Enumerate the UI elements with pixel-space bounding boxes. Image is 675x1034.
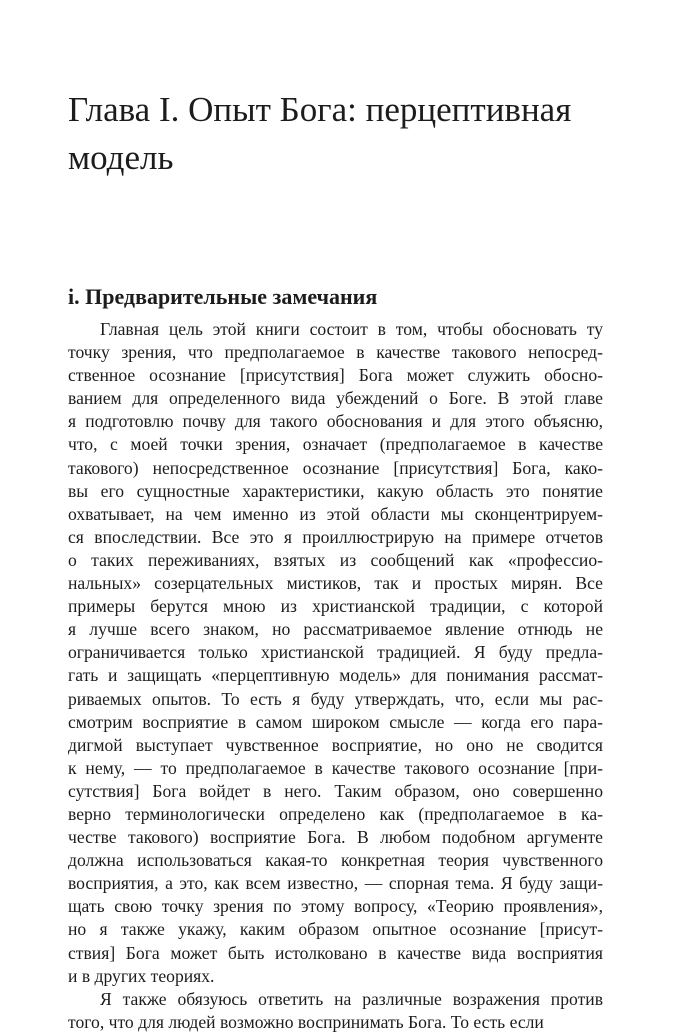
text-line: что, с моей точки зрения, означает (предполагаемое в качестве — [68, 434, 603, 455]
text-line: сутствия] Бога войдет в него. Таким образом, оно совершенно — [68, 780, 603, 801]
text-line: точку зрения, что предполагаемое в качестве такового непосред- — [68, 342, 603, 363]
text-line: того, что для людей возможно воспринимать Бога. То есть если — [68, 1011, 544, 1032]
text-line: охватывает, на чем именно из этой области мы сконцентрируем- — [68, 503, 603, 524]
text-line: верно терминологически определено как (предполагаемое в ка- — [68, 803, 603, 824]
paragraph — [68, 988, 603, 1034]
text-line: честве такового) восприятие Бога. В любом подобном аргументе — [68, 827, 603, 848]
text-line: о таких переживаниях, взятых из сообщений как «профессио- — [68, 549, 603, 570]
text-line: вы его сущностные характеристики, какую область это понятие — [68, 480, 603, 501]
text-line: гать и защищать «перцептивную модель» для понимания рассмат- — [68, 665, 603, 686]
section-heading: i. Предварительные замечания — [68, 284, 378, 309]
text-line: должна использоваться какая-то конкретная теория чувственного — [68, 850, 603, 871]
text-line: но я также укажу, каким образом опытное осознание [присут- — [68, 919, 603, 940]
text-line: смотрим восприятие в самом широком смысле — когда его пара- — [68, 711, 603, 732]
text-line: ся впоследствии. Все это я проиллюстрирую на примере отчетов — [68, 526, 603, 547]
text-line: такового) непосредственное осознание [присутствия] Бога, како- — [68, 457, 603, 478]
text-line: ограничивается только христианской традицией. Я буду предла- — [68, 642, 603, 663]
chapter-title: Глава I. Опыт Бога: перцептивная модель — [68, 90, 572, 177]
text-line: ствия] Бога может быть истолковано в качестве вида восприятия — [68, 942, 603, 963]
text-line: я лучше всего знаком, но рассматриваемое явление отнюдь не — [68, 619, 603, 640]
text-line: восприятия, а это, как всем известно, — спорная тема. Я буду защи- — [68, 873, 603, 894]
text-line: щать свою точку зрения по этому вопросу, «Теорию проявления», — [68, 896, 603, 917]
text-line: я подготовлю почву для такого обоснования и для этого объясню, — [68, 411, 603, 432]
text-line: ванием для определенного вида убеждений о Боге. В этой главе — [68, 388, 603, 409]
paragraph — [68, 318, 603, 988]
text-line: примеры берутся мною из христианской традиции, с которой — [68, 596, 603, 617]
text-line: и в других теориях. — [68, 965, 215, 986]
text-line: к нему, — то предполагаемое в качестве такового осознание [при- — [68, 757, 603, 778]
body-text — [68, 318, 603, 1034]
text-line: Я также обязуюсь ответить на различные возражения против — [100, 988, 603, 1009]
text-line: Главная цель этой книги состоит в том, чтобы обосновать ту — [100, 319, 603, 339]
text-line: ственное осознание [присутствия] Бога может служить обосно- — [68, 365, 603, 386]
text-line: нальных» созерцательных мистиков, так и простых мирян. Все — [68, 573, 603, 594]
text-line: риваемых опытов. То есть я буду утверждать, что, если мы рас- — [68, 688, 603, 709]
text-line: дигмой выступает чувственное восприятие, но оно не сводится — [68, 734, 603, 755]
